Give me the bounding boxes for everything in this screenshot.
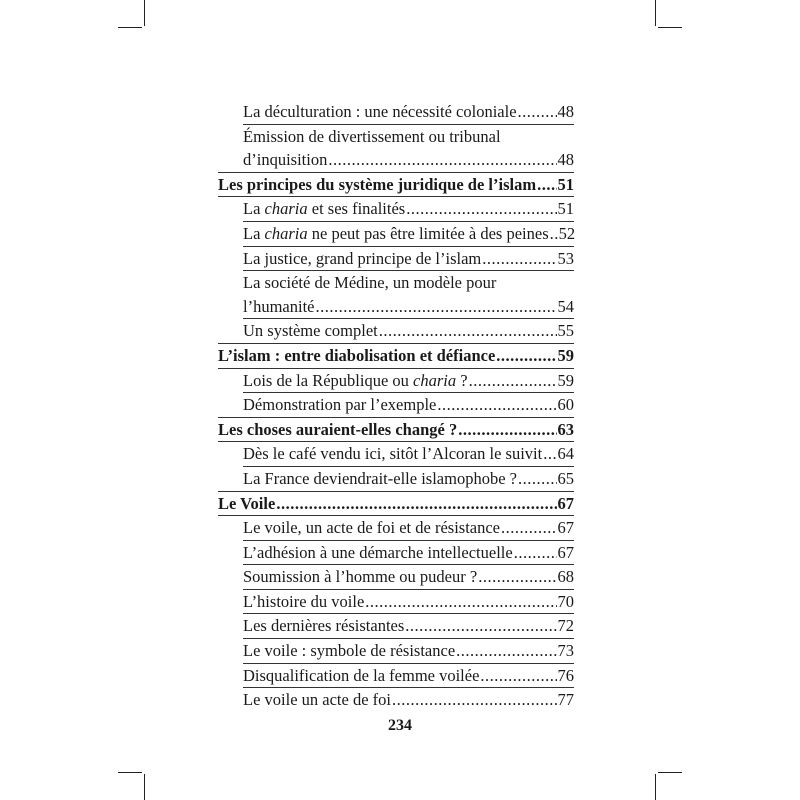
- toc-entry-title: [243, 369, 468, 393]
- toc-entry: [218, 442, 574, 466]
- title-italic-term: charia: [264, 199, 308, 219]
- toc-entry-second-line: [243, 148, 574, 172]
- crop-mark: [118, 27, 142, 28]
- toc-page-number: 70: [557, 591, 574, 611]
- toc-entry: [218, 541, 574, 565]
- toc-chapter-entry: [218, 344, 574, 368]
- toc-page-number: 73: [557, 641, 574, 661]
- dot-leader: [328, 148, 556, 172]
- toc-entry-title: L’histoire du voile: [243, 591, 365, 611]
- dot-leader: [276, 492, 556, 516]
- toc-entry-title: [243, 222, 549, 246]
- title-part: La: [243, 199, 265, 219]
- toc-entry: [218, 319, 574, 343]
- dot-leader: [469, 369, 557, 393]
- dot-leader: [456, 639, 556, 663]
- toc-page-number: 59: [557, 345, 574, 365]
- dot-leader: [315, 295, 556, 319]
- dot-leader: [514, 541, 557, 565]
- toc-page-number: 55: [557, 321, 574, 341]
- crop-mark: [655, 0, 656, 26]
- title-part: ?: [456, 370, 468, 390]
- toc-entry-title: Le Voile: [218, 493, 276, 513]
- toc-page-number: 48: [557, 150, 574, 170]
- toc-entry: [218, 393, 574, 417]
- toc-entry: [218, 247, 574, 271]
- dot-leader: [482, 247, 556, 271]
- toc-entry-title: Démonstration par l’exemple: [243, 395, 437, 415]
- toc-entry-title: Soumission à l’homme ou pudeur ?: [243, 567, 478, 587]
- toc-page-number: 65: [557, 468, 574, 488]
- toc-page-number: 59: [557, 370, 574, 390]
- toc-page-number: 76: [557, 665, 574, 685]
- table-of-contents: [218, 100, 574, 712]
- toc-page-number: 67: [557, 493, 574, 513]
- toc-page-number: 60: [557, 395, 574, 415]
- toc-chapter-entry: [218, 418, 574, 442]
- title-part: Lois de la République ou: [243, 370, 414, 390]
- toc-entry: [218, 565, 574, 589]
- toc-entry: [218, 125, 574, 172]
- dot-leader: [365, 590, 556, 614]
- toc-entry: [218, 614, 574, 638]
- toc-page-number: 67: [557, 518, 574, 538]
- crop-mark: [118, 772, 142, 773]
- dot-leader: [518, 100, 557, 124]
- dot-leader: [406, 197, 556, 221]
- toc-page-number: 72: [557, 616, 574, 636]
- dot-leader: [518, 467, 557, 491]
- title-part: ne peut pas être limitée à des peines: [307, 223, 549, 243]
- toc-page-number: 53: [557, 248, 574, 268]
- crop-mark: [658, 27, 682, 28]
- toc-entry: [218, 467, 574, 491]
- dot-leader: [405, 614, 556, 638]
- toc-entry-title: Le voile : symbole de résistance: [243, 641, 456, 661]
- toc-page-number: 64: [557, 444, 574, 464]
- toc-page-number: 67: [557, 542, 574, 562]
- toc-page-number: 77: [557, 690, 574, 710]
- dot-leader: [379, 319, 557, 343]
- toc-page-number: 68: [557, 567, 574, 587]
- toc-chapter-entry: [218, 492, 574, 516]
- toc-entry: [218, 664, 574, 688]
- toc-chapter-entry: [218, 173, 574, 197]
- title-italic-term: charia: [264, 223, 308, 243]
- crop-mark: [144, 774, 145, 800]
- toc-entry-title: La déculturation : une nécessité coloniale: [243, 102, 517, 121]
- crop-mark: [655, 774, 656, 800]
- page-number: 234: [388, 717, 412, 734]
- toc-entry: [218, 369, 574, 393]
- toc-page-number: 48: [557, 102, 574, 121]
- toc-entry-title: [243, 197, 405, 221]
- toc-entry-title: Les dernières résistantes: [243, 616, 405, 636]
- toc-entry-title: Les principes du système juridique de l’islam: [218, 174, 537, 194]
- toc-entry-title: Disqualification de la femme voilée: [243, 665, 480, 685]
- dot-leader: [501, 516, 556, 540]
- toc-entry-title-line: La société de Médine, un modèle pour: [243, 273, 497, 293]
- dot-leader: [543, 442, 556, 466]
- toc-entry-title: Dès le café vendu ici, sitôt l’Alcoran le suivit: [243, 444, 543, 464]
- toc-entry-title-line: d’inquisition: [243, 150, 328, 170]
- toc-entry-title: La justice, grand principe de l’islam: [243, 248, 482, 268]
- toc-entry-title: Le voile un acte de foi: [243, 690, 391, 710]
- toc-page-number: 63: [557, 419, 574, 439]
- toc-entry: [218, 639, 574, 663]
- crop-mark: [658, 772, 682, 773]
- dot-leader: [480, 664, 556, 688]
- toc-entry: [218, 516, 574, 540]
- toc-entry-title: Le voile, un acte de foi et de résistance: [243, 518, 501, 538]
- toc-entry-second-line: [243, 295, 574, 319]
- dot-leader: [550, 222, 558, 246]
- toc-page-number: 51: [557, 199, 574, 219]
- toc-entry: [218, 100, 574, 124]
- toc-entry-title: La France deviendrait-elle islamophobe ?: [243, 468, 517, 488]
- toc-entry: [218, 197, 574, 221]
- dot-leader: [478, 565, 556, 589]
- toc-entry-title: L’islam : entre diabolisation et défiance: [218, 345, 496, 365]
- title-part: et ses finalités: [307, 199, 406, 219]
- title-italic-term: charia: [413, 370, 457, 390]
- toc-page-number: 52: [558, 223, 576, 243]
- dot-leader: [458, 418, 556, 442]
- dot-leader: [496, 344, 556, 368]
- toc-entry: [218, 688, 574, 712]
- toc-entry-title-line: Émission de divertissement ou tribunal: [243, 126, 501, 146]
- toc-entry: [218, 222, 574, 246]
- title-part: La: [243, 223, 265, 243]
- toc-entry: [218, 590, 574, 614]
- toc-entry: [218, 271, 574, 318]
- toc-entry-title-line: l’humanité: [243, 296, 315, 316]
- dot-leader: [392, 688, 557, 712]
- toc-page-number: 51: [557, 174, 574, 194]
- toc-entry-title: L’adhésion à une démarche intellectuelle: [243, 542, 513, 562]
- toc-page-number: 54: [557, 296, 574, 316]
- toc-entry-title: Les choses auraient-elles changé ?: [218, 419, 458, 439]
- dot-leader: [437, 393, 556, 417]
- dot-leader: [537, 173, 556, 197]
- toc-entry-title: Un système complet: [243, 321, 378, 341]
- crop-mark: [144, 0, 145, 26]
